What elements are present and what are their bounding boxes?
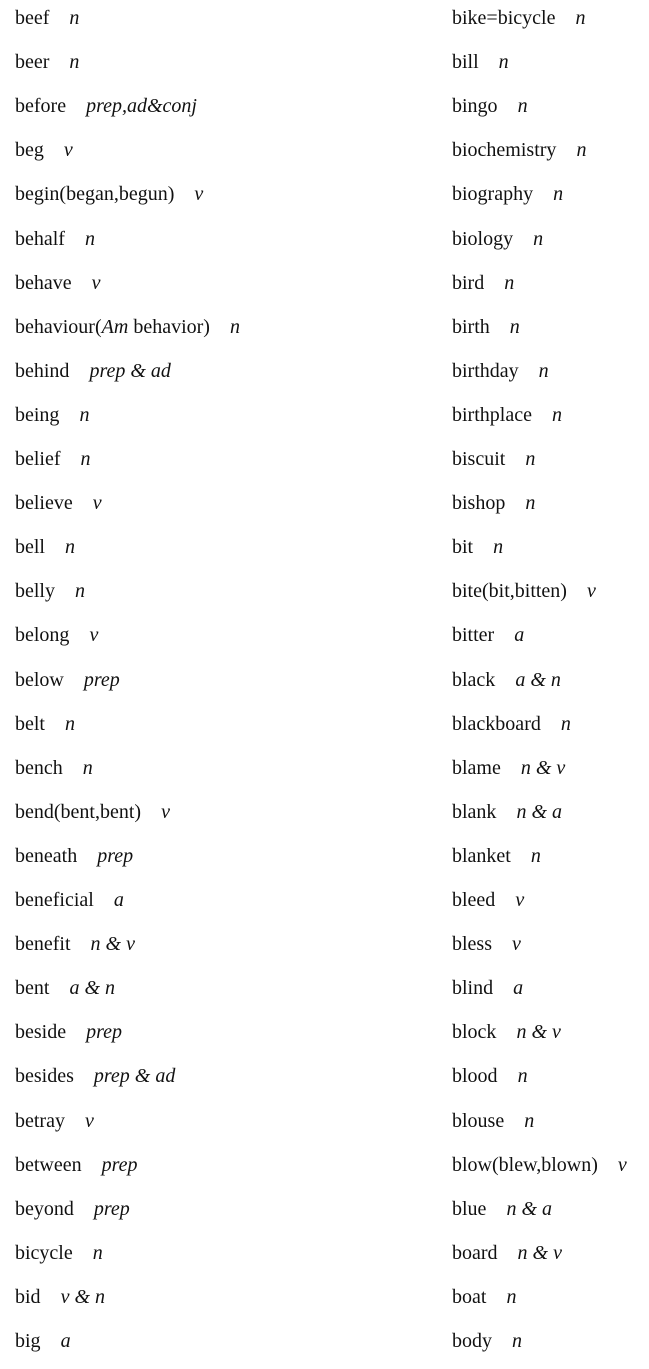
vocab-entry (452, 1021, 561, 1043)
part-of-speech: n (524, 1109, 535, 1132)
vocab-word: birthday (452, 359, 519, 382)
part-of-speech: n (79, 403, 90, 426)
vocab-word: betray (15, 1109, 65, 1132)
part-of-speech: prep,ad&conj (86, 95, 197, 118)
part-of-speech: n (498, 51, 509, 74)
vocab-word: bird (452, 271, 485, 294)
part-of-speech: n & v (90, 933, 135, 956)
vocab-entry (452, 7, 585, 29)
vocab-entry (15, 845, 133, 867)
part-of-speech: a & n (515, 668, 561, 691)
vocab-entry (452, 933, 521, 955)
vocab-entry (15, 316, 240, 338)
vocab-word: blind (452, 977, 494, 1000)
vocab-entry (15, 580, 85, 602)
part-of-speech: a (113, 889, 124, 911)
part-of-speech: v (515, 889, 525, 911)
vocab-word: blackboard (452, 712, 541, 735)
part-of-speech: n & v (520, 756, 566, 779)
vocab-word: bid (15, 1285, 41, 1308)
vocab-word: blank (452, 800, 497, 823)
vocab-entry (452, 228, 543, 250)
vocab-word: behind (15, 359, 70, 382)
vocab-word: biography (452, 183, 534, 206)
part-of-speech: n (576, 139, 587, 162)
vocab-entry (452, 272, 514, 294)
vocab-word: belly (15, 580, 55, 603)
vocab-entry (452, 757, 565, 779)
vocab-word: bent (15, 977, 50, 1000)
vocab-word: belt (15, 712, 45, 735)
vocab-entry (15, 492, 102, 514)
vocab-entry (15, 624, 98, 646)
part-of-speech: v (92, 492, 102, 515)
vocab-word: benefit (15, 933, 71, 956)
vocab-entry (452, 448, 535, 470)
part-of-speech: n (575, 7, 586, 29)
vocab-entry (452, 1330, 522, 1352)
vocab-word: behalf (15, 227, 65, 250)
part-of-speech: v (586, 580, 596, 603)
vocab-word: begin(began,begun) (15, 183, 175, 206)
vocab-word: bishop (452, 492, 506, 515)
part-of-speech: n (493, 536, 504, 559)
vocab-word: behave (15, 271, 72, 294)
vocab-word: big (15, 1330, 41, 1352)
part-of-speech: n (506, 1285, 517, 1308)
part-of-speech: n (82, 756, 93, 779)
vocab-entry (452, 713, 571, 735)
vocab-entry (15, 713, 75, 735)
vocab-entry (15, 139, 73, 161)
vocab-word: birthplace (452, 403, 532, 426)
part-of-speech: prep (93, 1197, 130, 1220)
vocab-word: blood (452, 1065, 498, 1088)
vocab-word: belief (15, 448, 61, 470)
part-of-speech: n (525, 448, 536, 470)
part-of-speech: n (84, 227, 95, 250)
vocab-word: beneficial (15, 889, 94, 911)
vocab-word: bitter (452, 624, 495, 647)
part-of-speech: prep (86, 1021, 123, 1044)
vocab-entry (15, 1198, 130, 1220)
vocab-word: before (15, 95, 67, 118)
vocab-entry (15, 7, 79, 29)
vocab-word: between (15, 1153, 82, 1176)
vocab-entry (15, 1330, 71, 1352)
vocab-entry (15, 1065, 175, 1087)
part-of-speech: n & v (516, 1021, 561, 1044)
vocab-entry (452, 404, 562, 426)
vocab-entry (452, 51, 509, 73)
part-of-speech: prep (97, 844, 134, 867)
part-of-speech: n (538, 359, 549, 382)
part-of-speech: a & n (69, 977, 115, 1000)
vocab-entry (452, 492, 535, 514)
vocab-word: bench (15, 756, 63, 779)
vocab-entry (452, 580, 596, 602)
vocab-word-part: Am (101, 315, 129, 338)
vocab-entry (15, 404, 89, 426)
part-of-speech: v (194, 183, 204, 206)
vocab-entry (452, 95, 528, 117)
vocab-word: bicycle (15, 1241, 73, 1264)
part-of-speech: n (517, 95, 528, 118)
part-of-speech: n (69, 7, 80, 29)
part-of-speech: n & a (516, 800, 562, 823)
vocab-word: beer (15, 51, 50, 74)
part-of-speech: n (504, 271, 515, 294)
vocab-word: believe (15, 492, 73, 515)
part-of-speech: n (560, 712, 571, 735)
part-of-speech: n (533, 227, 544, 250)
vocab-word: beside (15, 1021, 67, 1044)
vocab-word: beef (15, 7, 50, 29)
vocab-entry (452, 1110, 534, 1132)
vocab-entry (15, 1286, 105, 1308)
vocab-entry (15, 933, 135, 955)
vocab-entry (452, 1286, 516, 1308)
part-of-speech: prep (101, 1153, 138, 1176)
vocab-word: below (15, 668, 64, 691)
part-of-speech: v (84, 1109, 94, 1132)
vocab-entry (15, 228, 95, 250)
vocab-entry (15, 1110, 94, 1132)
vocab-word (15, 316, 210, 338)
vocab-entry (15, 1021, 122, 1043)
vocab-entry (15, 95, 197, 117)
vocab-entry (15, 272, 101, 294)
vocab-entry (452, 1065, 528, 1087)
vocab-word: bell (15, 536, 45, 559)
part-of-speech: n (92, 1241, 103, 1264)
vocab-entry (15, 801, 170, 823)
vocab-entry (15, 977, 115, 999)
vocab-word-part: behavior) (128, 315, 210, 338)
vocab-word-part: behaviour( (15, 315, 102, 338)
vocab-entry (452, 889, 524, 911)
part-of-speech: n (512, 1330, 522, 1352)
vocab-word: block (452, 1021, 497, 1044)
vocab-entry (452, 669, 561, 691)
part-of-speech: n (75, 580, 85, 603)
part-of-speech: n (551, 403, 562, 426)
vocab-word: biscuit (452, 448, 506, 470)
vocab-entry (452, 1242, 562, 1264)
part-of-speech: v (89, 624, 99, 647)
vocab-entry (452, 183, 563, 205)
vocab-word: bite(bit,bitten) (452, 580, 567, 603)
vocab-word: being (15, 403, 60, 426)
vocab-entry (452, 977, 523, 999)
vocab-word: blue (452, 1197, 487, 1220)
vocab-entry (15, 51, 79, 73)
vocab-word: beg (15, 139, 44, 162)
part-of-speech: n (553, 183, 564, 206)
part-of-speech: a (513, 977, 524, 1000)
part-of-speech: prep (83, 668, 120, 691)
part-of-speech: prep & ad (89, 359, 171, 382)
part-of-speech: n (525, 492, 536, 515)
vocab-entry (452, 360, 549, 382)
part-of-speech: n & v (517, 1241, 562, 1264)
part-of-speech: n (517, 1065, 528, 1088)
vocab-entry (15, 183, 203, 205)
part-of-speech: n (65, 536, 75, 559)
part-of-speech: n (530, 844, 541, 867)
vocab-entry (452, 1154, 627, 1176)
vocab-word: bit (452, 536, 474, 559)
vocab-word: bike=bicycle (452, 7, 556, 29)
vocab-entry (15, 669, 120, 691)
part-of-speech: v (91, 271, 101, 294)
vocab-entry (15, 360, 171, 382)
vocab-word: besides (15, 1065, 74, 1088)
vocab-entry (452, 139, 586, 161)
part-of-speech: n (65, 712, 75, 735)
vocab-word: beneath (15, 844, 78, 867)
vocab-word: birth (452, 315, 490, 338)
vocab-entry (452, 801, 562, 823)
part-of-speech: n (229, 315, 240, 338)
vocab-word: beyond (15, 1197, 74, 1220)
part-of-speech: n (80, 448, 91, 470)
vocab-entry (15, 1242, 103, 1264)
vocab-entry (452, 845, 541, 867)
part-of-speech: n & a (506, 1197, 552, 1220)
vocab-entry (15, 536, 75, 558)
part-of-speech: a (514, 624, 525, 647)
vocab-word: black (452, 668, 496, 691)
vocab-word: belong (15, 624, 70, 647)
vocab-word: biochemistry (452, 139, 557, 162)
part-of-speech: v (512, 933, 521, 956)
vocab-word: body (452, 1330, 492, 1352)
vocab-word: bingo (452, 95, 498, 118)
vocab-entry (15, 1154, 138, 1176)
vocab-word: bill (452, 51, 479, 74)
part-of-speech: v (617, 1153, 627, 1176)
vocab-word: bless (452, 933, 492, 956)
vocab-word: blouse (452, 1109, 505, 1132)
vocab-entry (452, 316, 520, 338)
vocab-word: blame (452, 756, 501, 779)
vocab-word: blanket (452, 844, 511, 867)
vocab-entry (452, 1198, 552, 1220)
part-of-speech: v & n (60, 1285, 105, 1308)
vocab-word: blow(blew,blown) (452, 1153, 598, 1176)
vocab-entry (15, 889, 124, 911)
vocab-word: bleed (452, 889, 496, 911)
part-of-speech: n (509, 315, 520, 338)
vocab-entry (15, 448, 91, 470)
vocab-word: boat (452, 1285, 487, 1308)
vocab-entry (452, 536, 503, 558)
part-of-speech: v (161, 800, 170, 823)
vocab-word: biology (452, 227, 514, 250)
vocab-entry (452, 624, 524, 646)
part-of-speech: prep & ad (93, 1065, 176, 1088)
part-of-speech: a (60, 1330, 71, 1352)
vocab-entry (15, 757, 93, 779)
vocab-word: bend(bent,bent) (15, 800, 142, 823)
part-of-speech: v (63, 139, 73, 162)
part-of-speech: n (69, 51, 80, 74)
vocab-word: board (452, 1241, 498, 1264)
